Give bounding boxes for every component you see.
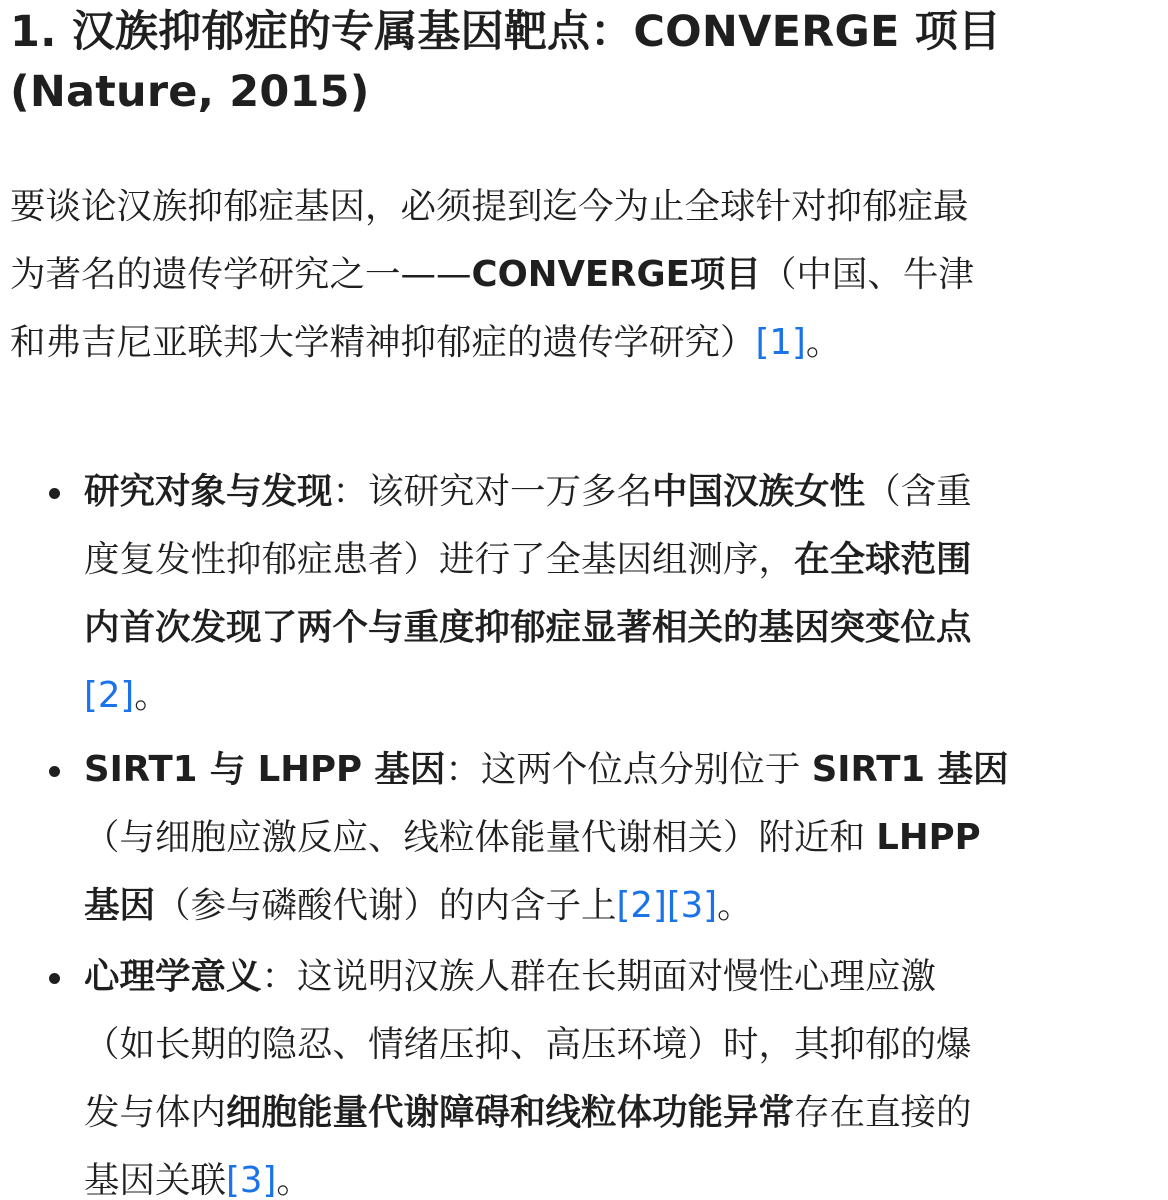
converge-project-bold: CONVERGE项目 [471,254,761,295]
item3-text-2: （如长期的隐忍、情绪压抑、高压环境）时，其抑郁的爆 [84,1024,972,1065]
item2-bold-2: LHPP [876,817,981,858]
citation-link-3b[interactable]: [3] [226,1160,277,1200]
item1-text-2: （含重 [865,471,972,512]
item3-line-4 [84,1147,1154,1200]
item1-text-1: 该研究对一万多名 [368,471,653,512]
intro-paragraph [10,173,1158,377]
item2-text-2: （与细胞应激反应、线粒体能量代谢相关）附近和 [84,817,877,858]
list-item-psychological-meaning [84,943,1154,1200]
item1-bold-1: 中国汉族女性 [652,471,866,512]
citation-link-2b[interactable]: [2] [616,885,667,926]
item2-text-3: （参与磷酸代谢）的内含子上 [155,885,617,926]
bullet-dot-icon [49,488,60,499]
item2-label: SIRT1 与 LHPP 基因 [84,749,446,790]
section-heading [10,2,1150,122]
intro-period: 。 [805,322,842,363]
item2-text-1: 这两个位点分别位于 [480,749,812,790]
item1-period: 。 [134,675,170,716]
intro-line-2 [10,241,1158,309]
item1-label: 研究对象与发现 [84,471,333,512]
item3-line-1 [84,943,1154,1011]
item3-period: 。 [276,1160,312,1200]
item1-bold-3: 内首次发现了两个与重度抑郁症显著相关的基因突变位点 [84,607,972,648]
item2-line-1 [84,736,1154,804]
item2-bold-3: 基因 [84,885,156,926]
item1-line-2 [84,526,1154,594]
citation-link-3[interactable]: [3] [666,885,718,926]
section-heading-line-1: 1. 汉族抑郁症的专属基因靶点：CONVERGE 项目 [10,7,1002,57]
item2-separator: ： [445,749,481,790]
list-item-research-subjects [84,458,1154,730]
item1-line-4 [84,662,1154,730]
item2-bold-1: SIRT1 基因 [811,749,1009,790]
item3-separator: ： [261,956,298,997]
intro-line-3 [10,309,1158,377]
citation-link-2[interactable]: [2] [84,675,135,716]
intro-text-2: 为著名的遗传学研究之一—— [10,254,472,295]
item1-line-3 [84,594,1154,662]
item2-line-2 [84,804,1154,872]
item3-text-5: 基因关联 [84,1160,227,1200]
list-item-sirt1-lhpp [84,736,1154,940]
item3-line-3 [84,1079,1154,1147]
intro-text-4: 和弗吉尼亚联邦大学精神抑郁症的遗传学研究） [10,322,756,363]
citation-link-1[interactable]: [1] [755,322,806,363]
item3-line-2 [84,1011,1154,1079]
item2-period: 。 [717,885,753,926]
item1-text-3: 度复发性抑郁症患者）进行了全基因组测序， [84,539,795,580]
intro-text-3: （中国、牛津 [760,254,974,295]
intro-line-1 [10,173,1158,241]
bullet-dot-icon [49,766,60,777]
item1-line-1 [84,458,1154,526]
section-heading-line-2: (Nature, 2015) [10,67,370,117]
item3-text-4: 存在直接的 [794,1092,972,1133]
bullet-dot-icon [49,973,60,984]
item3-text-3: 发与体内 [84,1092,227,1133]
item3-bold-1: 细胞能量代谢障碍和线粒体功能异常 [226,1092,795,1133]
item1-bold-2: 在全球范围 [794,539,972,580]
item1-separator: ： [332,471,369,512]
intro-text-1: 要谈论汉族抑郁症基因，必须提到迄今为止全球针对抑郁症最 [10,186,969,227]
item3-text-1: 这说明汉族人群在长期面对慢性心理应激 [297,956,937,997]
item3-label: 心理学意义 [84,956,262,997]
item2-line-3 [84,872,1154,940]
